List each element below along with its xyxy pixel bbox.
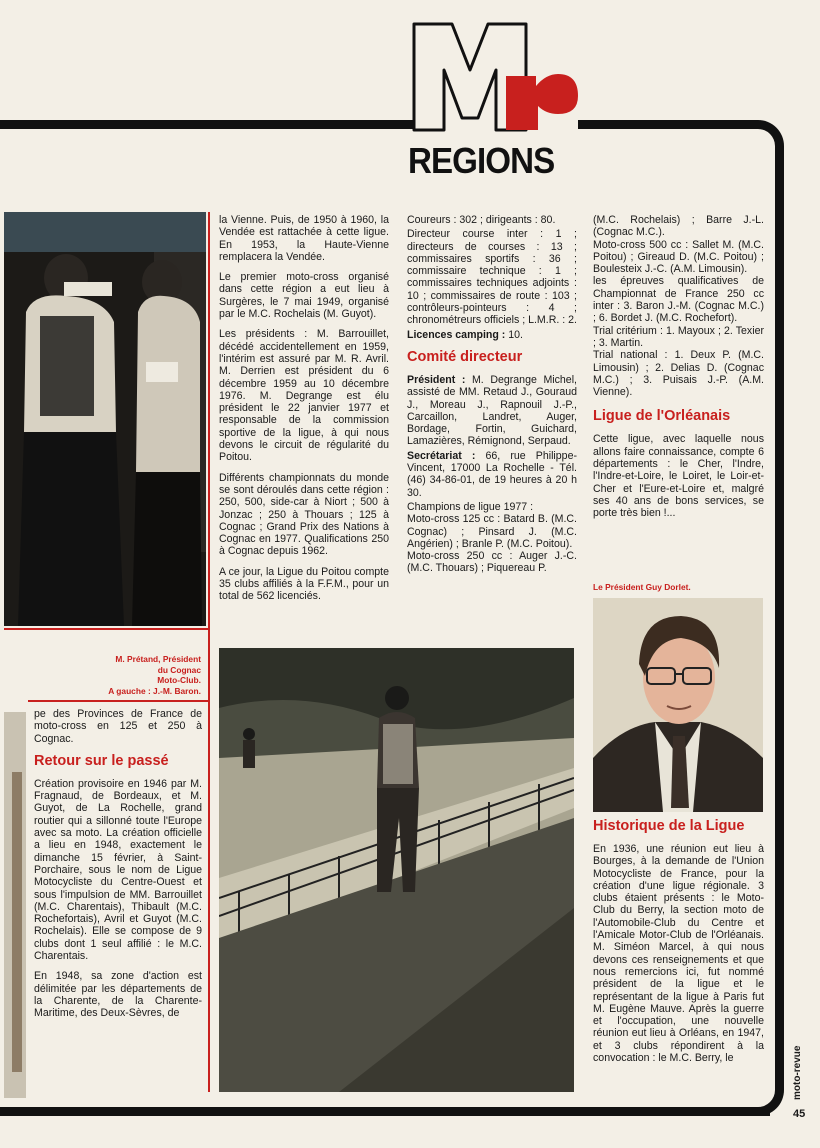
- col1-paragraph-3: En 1948, sa zone d'action est délimitée par les départements de la Charente, de la Charente-Maritime, des Deux-Sèvres, de: [34, 970, 202, 1020]
- column-3: [407, 214, 577, 583]
- magazine-name: moto-revue: [792, 1045, 803, 1100]
- page-number: 45: [793, 1108, 806, 1120]
- col2-paragraph-1: la Vienne. Puis, de 1950 à 1960, la Vendée est rattachée à cette ligue. En 1953, la Haute-Vienne remplacera la Vendée.: [219, 214, 389, 263]
- col3-coureurs: Coureurs : 302 ; dirigeants : 80.: [407, 214, 556, 226]
- heading-comite: Comité directeur: [407, 348, 523, 365]
- heading-ligue: Ligue de l'Orléanais: [593, 408, 731, 425]
- col4-ligue-text: Cette ligue, avec laquelle nous allons faire connaissance, compte 6 départements : le Cher, l'Indre, l'Indre-et-Loire, le Loiret, le Loir-et-Cher et l'Eure-et-Loire et, malgré ses 40 ans de bons services, se porte très bien !...: [593, 433, 764, 520]
- col2-paragraph-2: Le premier moto-cross organisé dans cette région a eut lieu à Surgères, le 7 mai 1949, organisé par le M.C. Rochelais (M. Guyot).: [219, 271, 389, 321]
- column-1: [34, 708, 202, 1028]
- col3-champions-125: Moto-cross 125 cc : Batard B. (M.C. Cognac) ; Pinsard J. (M.C. Angérien) ; Branle P. (M.C. Poitou).: [407, 513, 577, 550]
- col2-paragraph-3: Les présidents : M. Barrouillet, décédé accidentellement en 1959, l'intérim est assuré par M. R. Avril. M. Derrien est président du 6 décembre 1959 au 10 décembre 1976. M. Degrange est élu président le 22 janvier 1977 et responsable de la commission sportive de la ligue, à qui nous devons le circuit de régularité du Poitou.: [219, 328, 389, 464]
- photo-president-caption: Le Président Guy Dorlet.: [593, 582, 691, 592]
- col4-line-4: Trial critérium : 1. Mayoux ; 2. Texier ; 3. Martin.: [593, 324, 764, 349]
- caption-rule-horizontal: [4, 628, 210, 630]
- photo-riders-caption: M. Prétand, Président du Cognac Moto-Club. A gauche : J.-M. Baron.: [108, 654, 201, 696]
- photo-riders: [4, 212, 206, 626]
- column-2: [219, 214, 389, 611]
- col3-champions-label: Champions de ligue 1977 :: [407, 500, 534, 513]
- col1-top-rule: [28, 700, 208, 702]
- column-4: [593, 214, 764, 528]
- col3-secretariat: Secrétariat : 66, rue Philippe-Vincent, 17000 La Rochelle - Tél. (46) 34-86-01, de 19 heures à 20 h 30.: [407, 449, 577, 499]
- col4-line-1: (M.C. Rochelais) ; Barre J.-L. (Cognac M.C.).: [593, 214, 764, 239]
- col4-line-2: Moto-cross 500 cc : Sallet M. (M.C. Poitou) ; Gireaud D. (M.C. Poitou) ; Boulesteix J.-C. (A.M. Limousin).: [593, 238, 764, 276]
- frame-bottom-rule: [0, 1107, 770, 1116]
- heading-historique: Historique de la Ligue: [593, 818, 745, 834]
- heading-retour: Retour sur le passé: [34, 752, 169, 769]
- frame-top-rule-right: [578, 120, 758, 129]
- col1-intro: pe des Provinces de France de moto-cross en 125 et 250 à Cognac.: [34, 708, 202, 745]
- col1-paragraph-2: Création provisoire en 1946 par M. Fragnaud, de Bordeaux, et M. Guyot, de La Rochelle, grand routier qui a sillonné toute l'Europe avec sa moto. La création officielle a lieu en 1948, exactement le dimanche 15 février, à Saint-Porchaire, sous le nom de Ligue Motocycliste du Centre-Ouest et sous l'impulsion de MM. Barrouillet (M.C. Charentais), Thibault (M.C. Rochefortais), Avril et Guyot (M.C. Rochelais). Elle se compose de 9 clubs dont 1 seul affilié : le M.C. Charentais.: [34, 777, 202, 963]
- col3-officials: Directeur course inter : 1 ; directeurs de courses : 13 ; commissaires sportifs : 36 ; commissaire technique : 1 ; commissaires techniques adjoints : 10 ; commissaires de route : 103 ; contrôleurs-pointeurs : 4 ; chronométreurs officiels ; L.M.R. : 2.: [407, 228, 577, 327]
- col2-paragraph-4: Différents championnats du monde se sont déroulés dans cette région : 250, 500, side-car à Niort ; 500 à Jonzac ; 250 à Thouars ; 125 à Cognac ; Grand Prix des Nations à Cognac en 1977. Qualifications 250 à Cognac depuis 1962.: [219, 471, 389, 558]
- col4-line-5: Trial national : 1. Deux P. (M.C. Limousin) ; 2. Delias D. (Cognac M.C.) ; 3. Puisais J.-P. (A.M. Vienne).: [593, 349, 764, 399]
- photo-track: [219, 648, 574, 1092]
- column-4-bottom: [593, 818, 764, 1072]
- col4-line-3: les épreuves qualificatives de Championnat de France 250 cc inter : 3. Baron J.-M. (Cognac M.C.) ; 6. Bordet J. (M.C. Rochefort).: [593, 275, 764, 325]
- col3-president: Président : M. Degrange Michel, assisté de MM. Retaud J., Gouraud J., Moreau J., Rapnouil J.-P., Carcaillon, Landret, Auger, Bordage, Fortin, Guichard, Lamazières, Rémignond, Serpaud.: [407, 373, 577, 448]
- mr-logo: [408, 18, 582, 136]
- section-title: REGIONS: [408, 140, 555, 181]
- photo-edge-strip: [4, 712, 26, 1098]
- col4-historique-text: En 1936, une réunion eut lieu à Bourges, à la demande de l'Union Motocycliste de France, pour la création d'une ligue régionale. 3 clubs étaient présents : le Moto-Club du Berry, la section moto de l'Automobile-Club du Centre et l'Amicale Motor-Club de l'Orléanais. M. Siméon Marcel, à qui nous devons ces renseignements et que nous remercions ici, fut nommé président de la ligue et le représentant de la ligue à Paris fut M. Eugène Mauve. Après la guerre et l'occupation, une nouvelle réunion eut lieu à Orléans, en 1947, et 3 clubs répondirent à la convocation : le M.C. Berry, le: [593, 843, 764, 1065]
- col3-licences: Licences camping : 10.: [407, 328, 523, 341]
- caption-rule-vertical: [208, 212, 210, 1092]
- photo-president: [593, 598, 763, 812]
- col3-champions-250: Moto-cross 250 cc : Auger J.-C. (M.C. Thouars) ; Piquereau P.: [407, 550, 577, 575]
- frame-top-rule: [0, 120, 440, 129]
- col2-paragraph-5: A ce jour, la Ligue du Poitou compte 35 clubs affiliés à la F.F.M., pour un total de 562 licenciés.: [219, 565, 389, 603]
